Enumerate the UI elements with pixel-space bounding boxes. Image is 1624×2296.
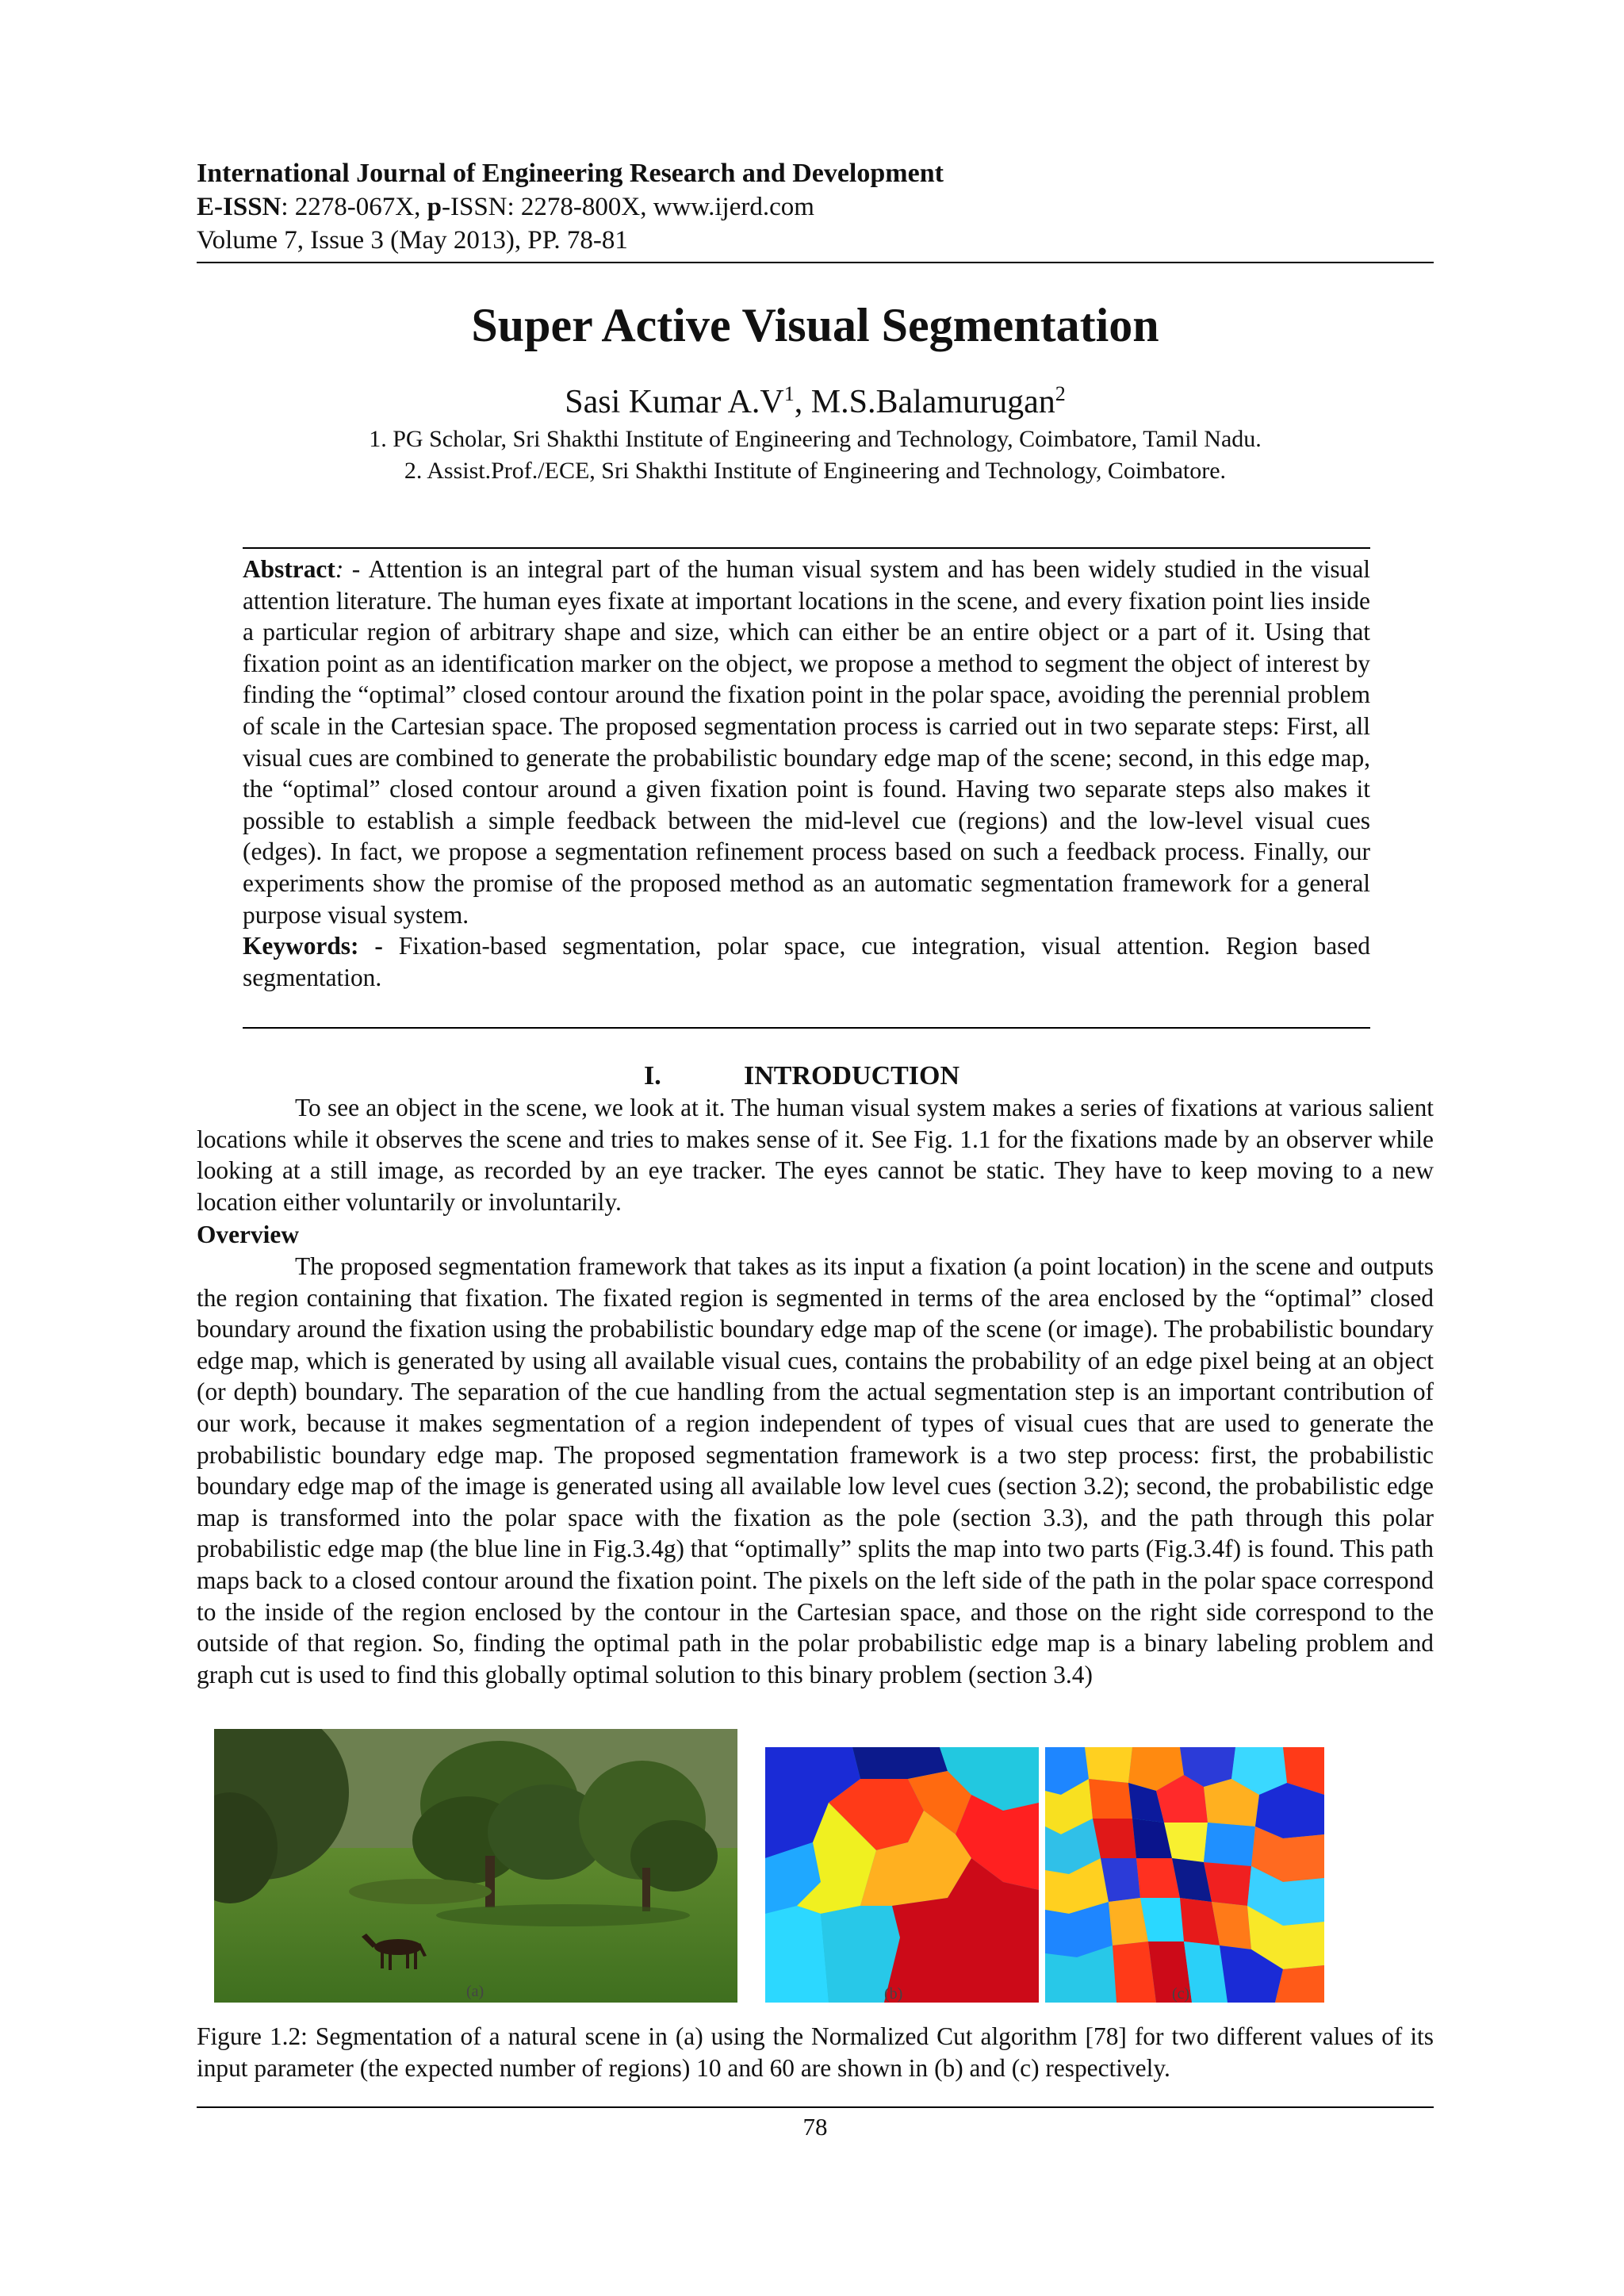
keywords xyxy=(243,930,1370,993)
page-number: 78 xyxy=(802,2113,828,2141)
abstract-text: Attention is an integral part of the human visual system and has been widely studied in the visual attention literature. The human eyes fixate at important locations in the scene, and every fixation point lies inside a particular region of arbitrary shape and size, which can either be an entire object or a part of it. Using that fixation point as an identification marker on the object, we propose a method to segment the object of interest by finding the “optimal” closed contour around the fixation point in the polar space, avoiding the perennial problem of scale in the Cartesian space. The proposed segmentation process is carried out in two separate steps: First, all visual cues are combined to generate the probabilistic boundary edge map of the scene; second, in this edge map, the “optimal” closed contour around a given fixation point is found. Having two separate steps also makes it possible to establish a simple feedback between the mid-level cue (regions) and the low-level visual cues (edges). In fact, we propose a segmentation refinement process based on such a feedback process. Finally, our experiments show the promise of the proposed method as an automatic segmentation framework for a general purpose visual system. xyxy=(243,555,1370,929)
abstract-paragraph xyxy=(243,554,1370,930)
abstract-bottom-rule xyxy=(243,1027,1370,1029)
author-2-sup: 2 xyxy=(1055,382,1066,405)
author-2: , M.S.Balamurugan xyxy=(794,384,1055,420)
journal-header xyxy=(197,157,1434,257)
figure-segmentation-60 xyxy=(1045,1747,1324,2003)
natural-scene-image xyxy=(214,1729,737,2003)
section-number: I. xyxy=(644,1061,661,1091)
section-title: INTRODUCTION xyxy=(744,1061,960,1091)
abstract-separator: : - xyxy=(335,555,369,583)
footer-divider xyxy=(197,2106,1434,2108)
pissn-label: p xyxy=(427,193,442,221)
abstract-top-rule xyxy=(243,547,1370,549)
affiliation-2: 2. Assist.Prof./ECE, Sri Shakthi Institute of Engineering and Technology, Coimbatore. xyxy=(404,458,1227,484)
figure-label-a: (a) xyxy=(466,1983,485,2000)
keywords-label: Keywords: - xyxy=(243,932,383,960)
affiliations xyxy=(197,424,1434,487)
keywords-text: Fixation-based segmentation, polar space, cue integration, visual attention. Region based segmentation. xyxy=(243,932,1370,991)
figure-natural-scene xyxy=(214,1729,737,2003)
overview-text: The proposed segmentation framework that takes as its input a fixation (a point location) in the scene and outputs the region containing that fixation. The fixated region is segmented in terms of the area enclosed by the “optimal” closed boundary around the fixation using the probabilistic boundary edge map of the scene (or image). The probabilistic boundary edge map, which is generated by using all available visual cues, contains the probability of an edge pixel being at an object (or depth) boundary. The separation of the cue handling from the actual segmentation step is an important contribution of our work, because it makes segmentation of a region independent of types of visual cues that are used to generate the probabilistic boundary edge map. The proposed segmentation framework is a two step process: first, the probabilistic boundary edge map of the image is generated using all available low level cues (section 3.2); second, the probabilistic edge map is transformed into the polar space with the fixation as the pole (section 3.3), and the path through this polar probabilistic edge map (the blue line in Fig.3.4g) that “optimally” splits the map into two parts (Fig.3.4f) is found. This path maps back to a closed contour around the fixation point. The pixels on the left side of the path in the polar space correspond to the inside of the region enclosed by the contour in the Cartesian space, and those on the right side correspond to the outside of that region. So, finding the optimal path in the polar probabilistic edge map is a binary labeling problem and graph cut is used to find this globally optimal solution to this binary problem (section 3.4) xyxy=(197,1252,1434,1688)
volume-line: Volume 7, Issue 3 (May 2013), PP. 78-81 xyxy=(197,226,628,255)
eissn-value: : 2278-067X, xyxy=(281,193,427,221)
journal-title: International Journal of Engineering Research and Development xyxy=(197,159,944,188)
abstract xyxy=(243,554,1370,993)
figure-segmentation-10 xyxy=(765,1747,1039,2003)
segmentation-60-regions-image xyxy=(1045,1747,1324,2003)
segmentation-10-regions-image xyxy=(765,1747,1039,2003)
authors xyxy=(197,373,1434,424)
overview-paragraph xyxy=(197,1251,1434,1690)
author-1: Sasi Kumar A.V xyxy=(565,384,784,420)
abstract-label: Abstract xyxy=(243,555,335,583)
figure-label-c: (c) xyxy=(1172,1985,1190,2003)
figure-label-b: (b) xyxy=(884,1985,903,2003)
overview-heading: Overview xyxy=(197,1221,299,1248)
paper-title: Super Active Visual Segmentation xyxy=(471,299,1159,351)
intro-paragraph xyxy=(197,1092,1434,1217)
author-1-sup: 1 xyxy=(783,382,795,405)
figure-caption: Figure 1.2: Segmentation of a natural scene in (a) using the Normalized Cut algorithm [78] for two different values of its input parameter (the expected number of regions) 10 and 60 are shown in (b) and (c) respectively. xyxy=(197,2022,1434,2082)
affiliation-1: 1. PG Scholar, Sri Shakthi Institute of Engineering and Technology, Coimbatore, Tamil Nadu. xyxy=(369,426,1262,452)
intro-text: To see an object in the scene, we look at it. The human visual system makes a series of fixations at various salient locations while it observes the scene and tries to makes sense of it. See Fig. 1.1 for the fixations made by an observer while looking at a still image, as recorded by an eye tracker. The eyes cannot be static. They have to keep moving to a new location either voluntarily or involuntarily. xyxy=(197,1094,1434,1216)
issn-line xyxy=(197,190,1434,224)
eissn-label: E-ISSN xyxy=(197,193,282,221)
header-divider xyxy=(197,262,1434,263)
pissn-value: -ISSN: 2278-800X, www.ijerd.com xyxy=(442,193,814,221)
